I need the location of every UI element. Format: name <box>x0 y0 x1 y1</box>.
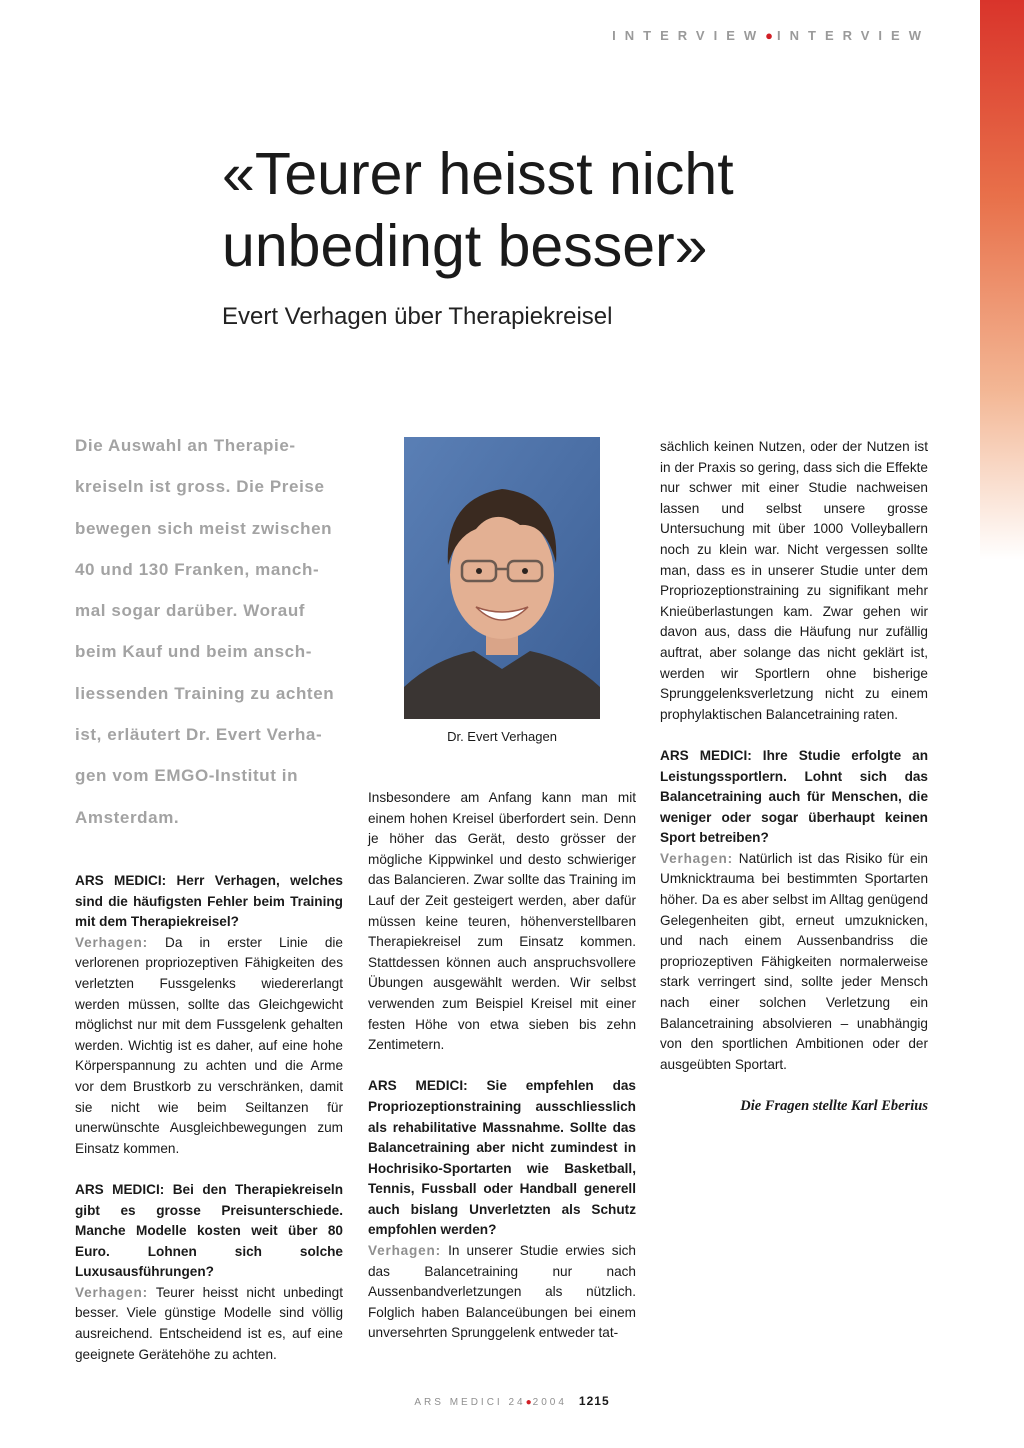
lead-line: gen vom EMGO-Institut in <box>75 766 299 786</box>
interview-answer <box>75 1283 343 1365</box>
title-line: «Teurer heisst nicht <box>222 141 734 207</box>
portrait-photo <box>404 437 600 719</box>
interview-question: ARS MEDICI: Bei den Therapiekreiseln gibt es grosse Preisunterschiede. Manche Modelle kosten weit über 80 Euro. Lohnen sich solche Luxusausführungen? <box>75 1181 343 1280</box>
page-number: 1215 <box>578 1394 610 1408</box>
article-subtitle: Evert Verhagen über Therapiekreisel <box>222 303 613 330</box>
lead-line: 40 und 130 Franken, manch- <box>75 559 320 579</box>
answer-text: In unserer Studie erwies sich das Balancetraining nur nach Aussenbandverletzungen als nützlich. Folglich haben Balanceübungen bei einem unversehrten Sprunggelenk entweder tat- <box>368 1243 636 1341</box>
decorative-side-band <box>980 0 1024 560</box>
lead-line: beim Kauf und beim ansch- <box>75 642 312 662</box>
lead-line: ist, erläutert Dr. Evert Verha- <box>75 725 323 745</box>
interview-answer <box>75 933 343 1160</box>
journal-name: ARS MEDICI 24 <box>414 1397 526 1408</box>
author-signature: Die Fragen stellte Karl Eberius <box>740 1098 928 1114</box>
lead-line: Amsterdam. <box>75 807 180 827</box>
title-line: unbedingt besser» <box>222 213 708 279</box>
lead-line: Die Auswahl an Therapie- <box>75 436 296 455</box>
lead-line: mal sogar darüber. Worauf <box>75 601 306 621</box>
speaker-label: Verhagen: <box>660 850 733 866</box>
answer-text: Da in erster Linie die verlorenen propriozeptiven Fähigkeiten des verletzten Fussgelenks wiedererlangt werden müssen, sollte das Gleichgewicht möglichst nur mit dem Fussgelenk gehalten werden. Wichtig ist es daher, auf eine hohe Körperspannung zu achten und die Arme vor dem Brustkorb zu verschränken, damit sie nicht wie beim Seiltanzen für unerwünschte Ausgleichbewegungen zum Einsatz kommen. <box>75 934 343 1156</box>
text-column-2 <box>368 788 636 1344</box>
lead-line: liessenden Training zu achten <box>75 683 335 703</box>
section-label-left: INTERVIEW <box>612 28 766 43</box>
section-header <box>590 28 930 43</box>
text-column-1 <box>75 871 343 1365</box>
separator-dot-icon: ● <box>765 28 777 43</box>
photo-caption: Dr. Evert Verhagen <box>447 729 557 744</box>
speaker-label: Verhagen: <box>368 1243 441 1259</box>
lead-line: kreiseln ist gross. Die Preise <box>75 477 325 497</box>
page-footer <box>0 1394 1024 1408</box>
lead-paragraph <box>75 425 345 838</box>
interview-question: ARS MEDICI: Ihre Studie erfolgte an Leistungssportlern. Lohnt sich das Balancetraining auch für Menschen, die weniger oder sogar überhaupt keinen Sport betreiben? <box>660 747 928 846</box>
answer-text: Natürlich ist das Risiko für ein Umknicktrauma bei bestimmten Sportarten höher. Da es aber selbst im Alltag genügend Gelegenheiten gibt, erneut umzuknicken, und nach einem Aussenbandriss die propriozeptiven Fähigkeiten normalerweise stark verringert sind, sollte jeder Mensch nach einer solchen Verletzung ein Balancetraining absolvieren – unabhängig von den sportlichen Ambitionen oder der ausgeübten Sportart. <box>660 850 928 1072</box>
section-label-right: INTERVIEW <box>777 28 930 43</box>
text-column-3 <box>660 437 928 1117</box>
answer-text: Teurer heisst nicht unbedingt besser. Viele günstige Modelle sind völlig ausreichend. Entscheidend ist es, auf eine geeignete Gerätehöhe zu achten. <box>75 1284 343 1362</box>
article-title <box>222 138 902 282</box>
interview-answer <box>660 849 928 1076</box>
interview-question: ARS MEDICI: Herr Verhagen, welches sind die häufigsten Fehler beim Training mit dem Therapiekreisel? <box>75 873 343 930</box>
interview-answer <box>368 1241 636 1344</box>
interview-question: ARS MEDICI: Sie empfehlen das Propriozeptionstraining ausschliesslich als rehabilitative Massnahme. Sollte das Balancetraining aber nicht zumindest in Hochrisiko-Sportarten wie Basketball, Tennis, Fussball oder Handball generell auch bislang Unverletzten als Schutz empfohlen werden? <box>368 1078 636 1238</box>
portrait-illustration <box>404 437 600 719</box>
speaker-label: Verhagen: <box>75 1284 148 1300</box>
body-paragraph: sächlich keinen Nutzen, oder der Nutzen ist in der Praxis so gering, dass sich die Effekte nur schwer mit einer Studie nachweisen lassen und selbst unsere grosse Untersuchung mit über 1000 Volleyballern noch zu klein war. Nicht vergessen sollte man, dass es in unserer Studie unter dem Propriozeptionstraining zu signifikant mehr Knieüberlastungen kam. Zwar gehen wir davon aus, dass die Häufung nur zufällig auftrat, aber solange das nicht geklärt ist, werden wir Sportlern ohne bisherige Sprunggelenksverletzung nicht zu einem prophylaktischen Balancetraining raten. <box>660 439 928 722</box>
footer-dot-icon: ● <box>525 1397 533 1408</box>
lead-line: bewegen sich meist zwischen <box>75 518 333 538</box>
body-paragraph: Insbesondere am Anfang kann man mit einem hohen Kreisel überfordert sein. Denn je höher das Gerät, desto grösser der mögliche Kippwinkel und desto schwieriger das Balancieren. Zwar sollte das Training im Lauf der Zeit gesteigert werden, aber dafür müssen keine teuren, höhenverstellbaren Therapiekreisel zum Einsatz kommen. Stattdessen können auch anspruchsvollere Übungen ausgewählt werden. Wir selbst verwenden zum Beispiel Kreisel mit einer festen Höhe von etwa sieben bis zehn Zentimetern. <box>368 790 636 1053</box>
journal-year: 2004 <box>532 1397 567 1408</box>
speaker-label: Verhagen: <box>75 934 148 950</box>
